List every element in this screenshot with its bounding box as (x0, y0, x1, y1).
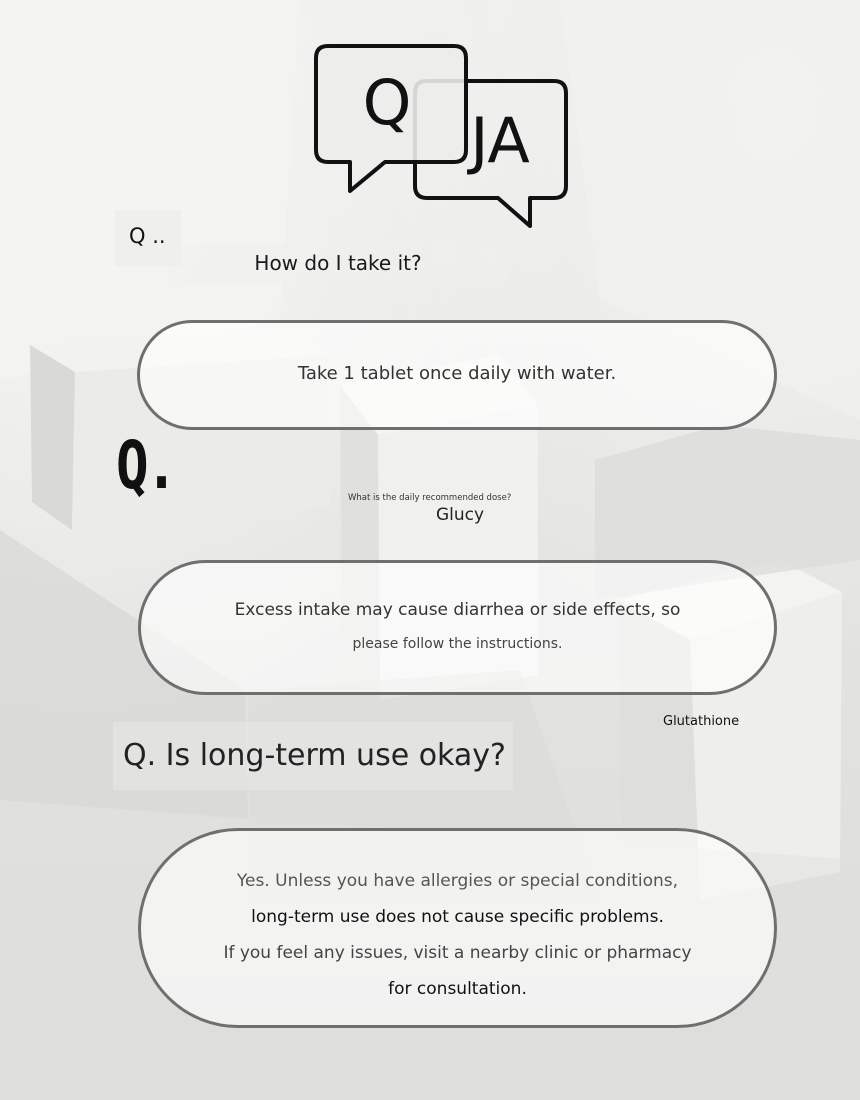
answer-2-pill (138, 560, 777, 695)
answer-3-line-1: Yes. Unless you have allergies or special conditions, (236, 871, 679, 891)
q-marker-big: Q. (116, 427, 175, 504)
question-3: Q. Is long-term use okay? (113, 722, 513, 790)
answer-3-pill (138, 828, 777, 1028)
question-2: What is the daily recommended dose? (348, 493, 512, 503)
answer-3-line-2: long-term use does not cause specific problems. (251, 907, 664, 927)
icon-a-letter: JA (470, 104, 530, 177)
answer-3-line-3: If you feel any issues, visit a nearby clinic or pharmacy (223, 943, 692, 963)
answer-2-line-2: please follow the instructions. (352, 636, 563, 652)
answer-1-pill (137, 320, 777, 430)
product-brand-glucy: Glucy (436, 505, 485, 525)
icon-q-letter: Q (362, 66, 412, 139)
question-1: How do I take it? (168, 244, 508, 282)
answer-2-line-1: Excess intake may cause diarrhea or side effects, so (234, 600, 681, 620)
product-brand-glutathione: Glutathione (663, 714, 740, 729)
q-marker-small: Q .. (115, 210, 181, 266)
answer-1-text: Take 1 tablet once daily with water. (297, 363, 617, 384)
answer-3-line-4: for consultation. (388, 979, 527, 999)
qa-chat-bubbles-icon (300, 36, 580, 236)
